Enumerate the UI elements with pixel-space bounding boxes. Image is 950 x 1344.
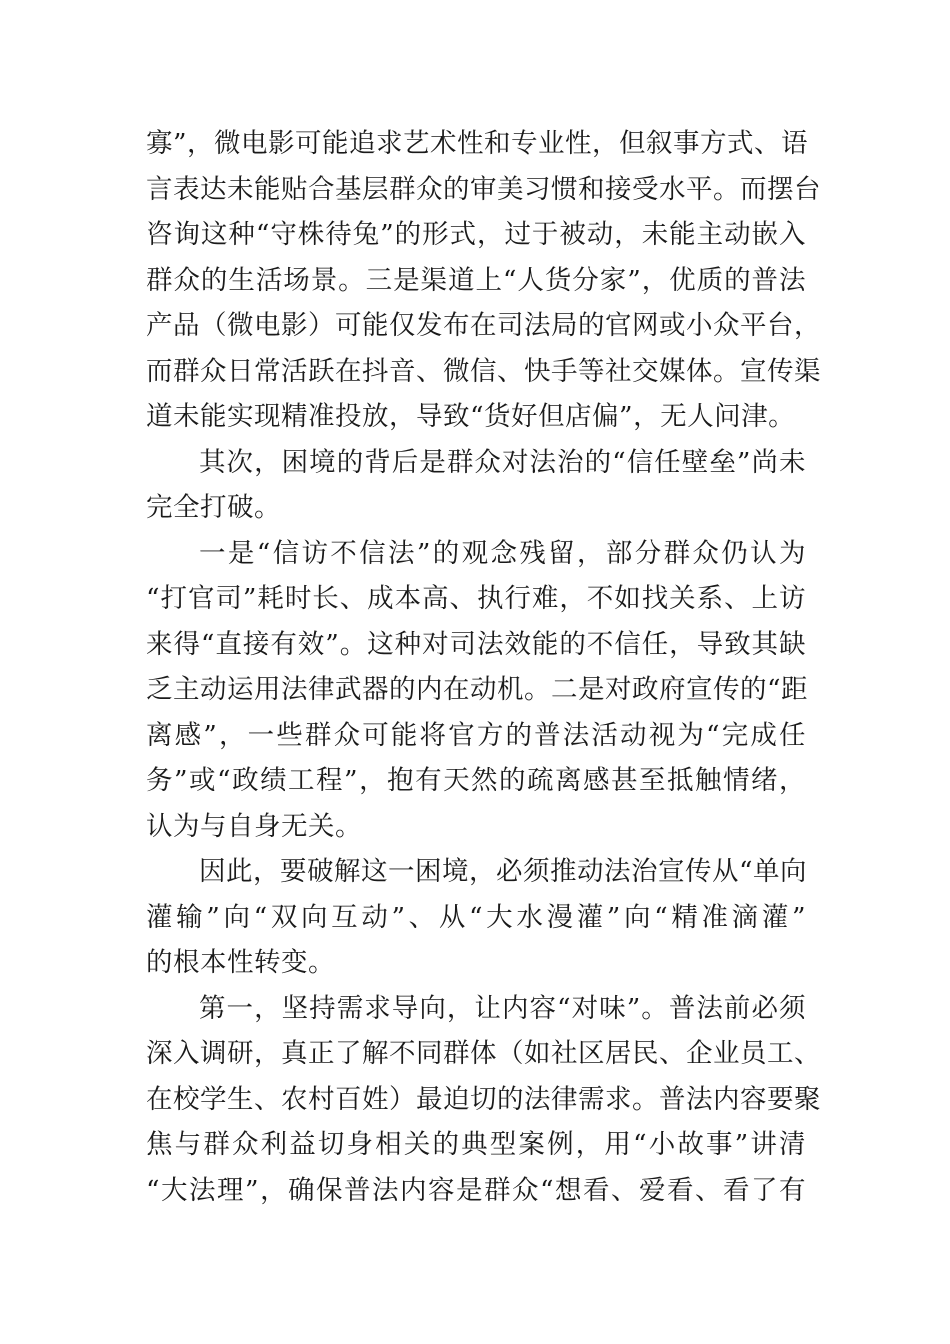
text-line: 的根本性转变。 xyxy=(146,947,335,978)
body-text xyxy=(146,121,821,1213)
text-line: 群众的生活场景。三是渠道上“人货分家”，优质的普法 xyxy=(146,264,806,296)
text-line: 咨询这种“守株待兔”的形式，过于被动，未能主动嵌入 xyxy=(146,219,806,250)
text-line: 深入调研，真正了解不同群体（如社区居民、企业员工、 xyxy=(146,1038,821,1069)
text-line: 产品（微电影）可能仅发布在司法局的官网或小众平台， xyxy=(146,310,821,341)
paragraph-first-line: 其次，困境的背后是群众对法治的“信任壁垒”尚未 xyxy=(199,446,806,478)
text-line: 完全打破。 xyxy=(146,492,281,523)
text-line: 言表达未能贴合基层群众的审美习惯和接受水平。而摆台 xyxy=(146,173,821,205)
text-line: 务”或“政绩工程”，抱有天然的疏离感甚至抵触情绪， xyxy=(146,765,806,796)
text-line: 乏主动运用法律武器的内在动机。二是对政府宣传的“距 xyxy=(146,674,809,705)
paragraph-first-line: 一是“信访不信法”的观念残留，部分群众仍认为 xyxy=(199,537,806,569)
text-line: 而群众日常活跃在抖音、微信、快手等社交媒体。宣传渠 xyxy=(146,355,821,387)
text-line: 在校学生、农村百姓）最迫切的法律需求。普法内容要聚 xyxy=(146,1083,821,1115)
text-line: 灌输”向“双向互动”、从“大水漫灌”向“精准滴灌” xyxy=(146,901,806,933)
text-line: 寡”，微电影可能追求艺术性和专业性，但叙事方式、语 xyxy=(146,128,809,159)
text-line: 道未能实现精准投放，导致“货好但店偏”，无人问津。 xyxy=(146,401,796,432)
text-line: 焦与群众利益切身相关的典型案例，用“小故事”讲清 xyxy=(146,1129,806,1160)
text-line: “大法理”，确保普法内容是群众“想看、爱看、看了有 xyxy=(146,1174,806,1206)
paragraph-first-line: 第一，坚持需求导向，让内容“对味”。普法前必须 xyxy=(199,992,806,1024)
text-line: 来得“直接有效”。这种对司法效能的不信任，导致其缺 xyxy=(146,628,806,660)
paragraph-first-line: 因此，要破解这一困境，必须推动法治宣传从“单向 xyxy=(199,856,808,887)
text-line: 离感”，一些群众可能将官方的普法活动视为“完成任 xyxy=(146,719,806,751)
text-line: “打官司”耗时长、成本高、执行难，不如找关系、上访 xyxy=(146,583,806,614)
text-line: 认为与自身无关。 xyxy=(146,810,362,842)
